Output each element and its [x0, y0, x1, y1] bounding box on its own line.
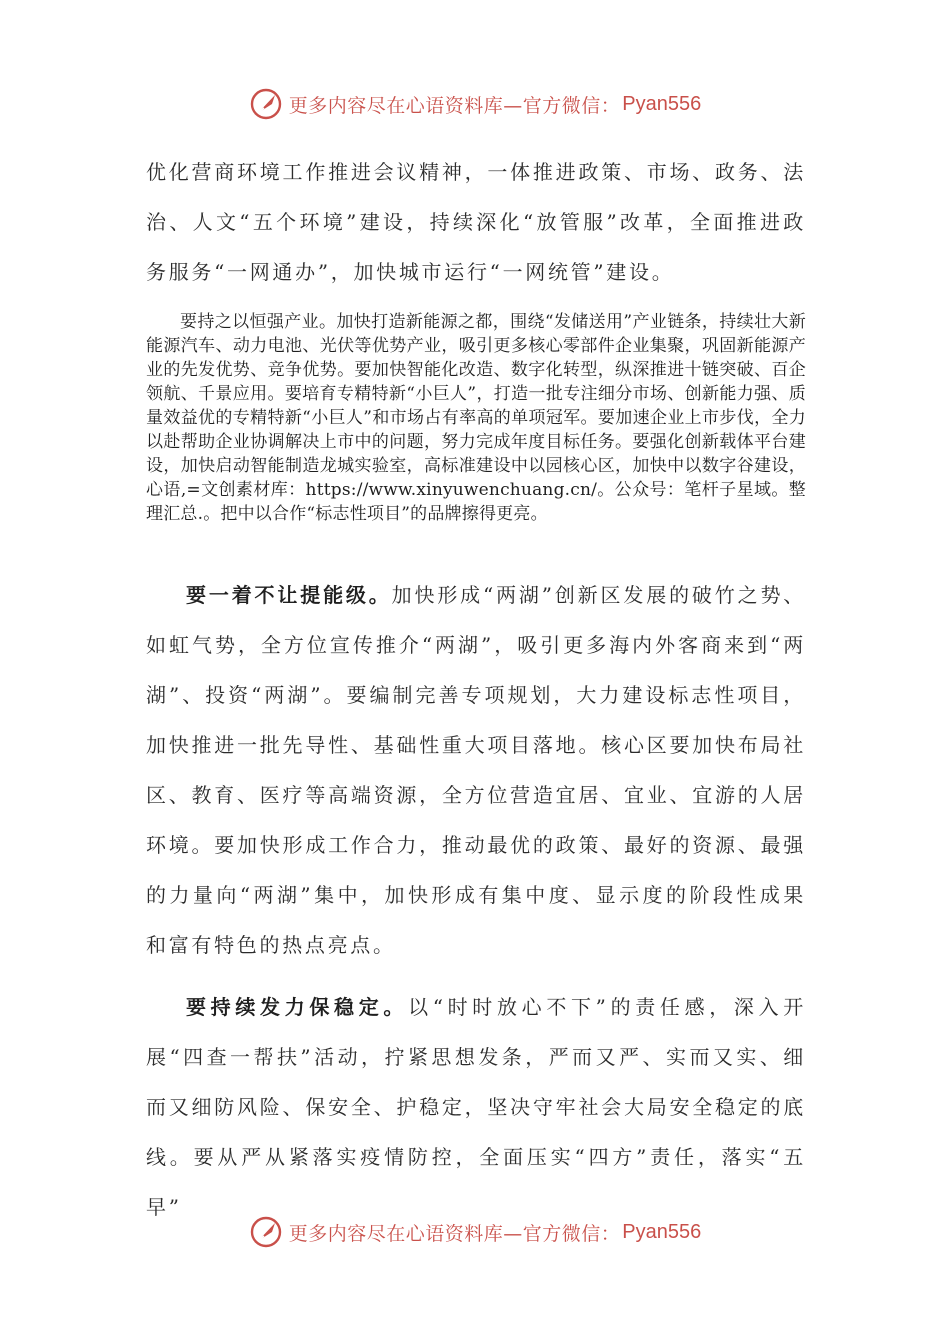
section-upgrade [146, 570, 806, 970]
paragraph-industry [146, 310, 806, 526]
section-stability [146, 982, 806, 1232]
wechat-id: Pyan556 [622, 92, 702, 115]
quill-pen-icon [249, 1215, 283, 1249]
section-body: 加快形成“两湖”创新区发展的破竹之势、如虹气势，全方位宣传推介“两湖”，吸引更多海内外客商来到“两湖”、投资“两湖”。要编制完善专项规划，大力建设标志性项目，加快推进一批先导性、基础性重大项目落地。核心区要加快布局社区、教育、医疗等高端资源，全方位营造宜居、宜业、宜游的人居环境。要加快形成工作合力，推动最优的政策、最好的资源、最强的力量向“两湖”集中，加快形成有集中度、显示度的阶段性成果和富有特色的热点亮点。 [146, 583, 806, 957]
banner-text: 更多内容尽在心语资料库—官方微信： [288, 94, 621, 117]
section-heading: 要持续发力保稳定。 [186, 995, 409, 1019]
paragraph-3 [146, 570, 806, 970]
section-body: 以“时时放心不下”的责任感，深入开展“四查一帮扶”活动，拧紧思想发条，严而又严、实而又实、细而又细防风险、保安全、护稳定，坚决守牢社会大局安全稳定的底线。要从严从紧落实疫情防控，全面压实“四方”责任，落实“五早” [146, 995, 806, 1219]
paragraph-2: 要持之以恒强产业。加快打造新能源之都，围绕“发储送用”产业链条，持续壮大新能源汽车、动力电池、光伏等优势产业，吸引更多核心零部件企业集聚，巩固新能源产业的先发优势、竞争优势。要加快智能化改造、数字化转型，纵深推进十链突破、百企领航、千景应用。要培育专精特新“小巨人”，打造一批专注细分市场、创新能力强、质量效益优的专精特新“小巨人”和市场占有率高的单项冠军。要加速企业上市步伐，全力以赴帮助企业协调解决上市中的问题，努力完成年度目标任务。要强化创新载体平台建设，加快启动智能制造龙城实验室，高标准建设中以园核心区，加快中以数字谷建设，心语,=文创素材库：https://www.xinyuwenchuang.cn/。公众号：笔杆子星域。整理汇总.。把中以合作“标志性项目”的品牌擦得更亮。 [146, 312, 806, 524]
header-banner [0, 84, 950, 124]
quill-pen-icon [249, 87, 283, 121]
paragraph-1: 优化营商环境工作推进会议精神，一体推进政策、市场、政务、法治、人文“五个环境”建设，持续深化“放管服”改革，全面推进政务服务“一网通办”，加快城市运行“一网统管”建设。 [146, 160, 806, 284]
paragraph-continued [146, 147, 806, 297]
section-heading: 要一着不让提能级。 [186, 583, 392, 607]
banner-text: 更多内容尽在心语资料库—官方微信： [288, 1222, 621, 1245]
wechat-id: Pyan556 [622, 1220, 702, 1243]
paragraph-4 [146, 982, 806, 1232]
footer-banner [0, 1212, 950, 1252]
